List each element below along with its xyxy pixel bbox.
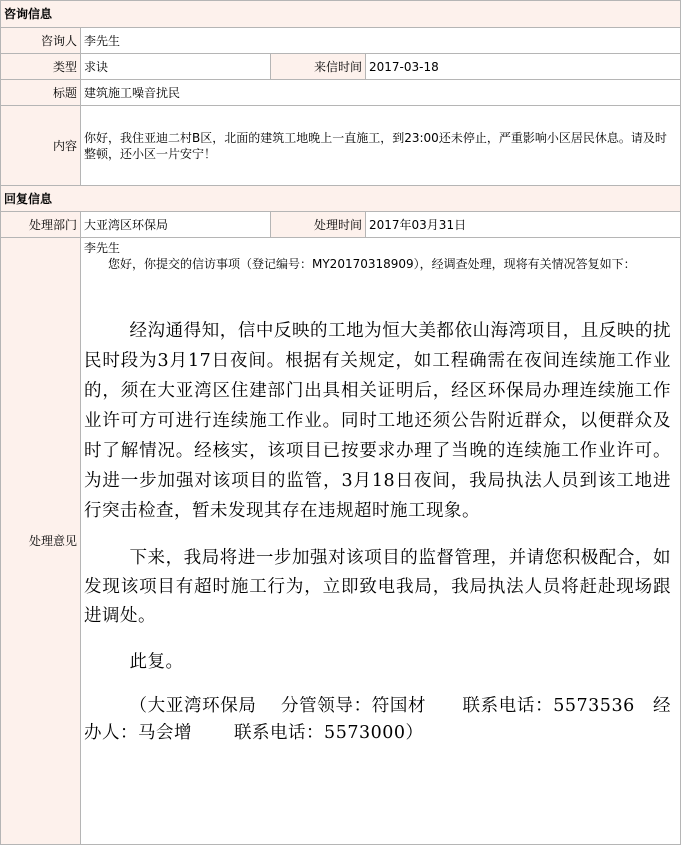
opinion-label: 处理意见 bbox=[1, 238, 81, 845]
handle-time-label: 处理时间 bbox=[271, 212, 366, 238]
inquirer-row bbox=[1, 28, 681, 54]
content-value: 你好，我住亚迪二村B区，北面的建筑工地晚上一直施工，到23:00还未停止，严重影响小区居民休息。请及时整顿，还小区一片安宁！ bbox=[81, 106, 681, 186]
content-row bbox=[1, 106, 681, 186]
reply-section-header-row bbox=[1, 186, 681, 212]
department-value: 大亚湾区环保局 bbox=[81, 212, 271, 238]
consult-section-title: 咨询信息 bbox=[1, 1, 681, 28]
content-label: 内容 bbox=[1, 106, 81, 186]
department-row bbox=[1, 212, 681, 238]
opinion-row bbox=[1, 238, 681, 845]
inquirer-label: 咨询人 bbox=[1, 28, 81, 54]
type-value: 求诀 bbox=[81, 54, 271, 80]
type-row bbox=[1, 54, 681, 80]
opinion-closing: 此复。 bbox=[129, 652, 184, 672]
opinion-paragraph-2: 下来，我局将进一步加强对该项目的监督管理，并请您积极配合，如发现该项目有超时施工行为，立即致电我局，我局执法人员将赶赴现场跟进调处。 bbox=[84, 548, 672, 626]
opinion-intro: 您好，你提交的信访事项（登记编号：MY20170318909），经调查处理，现将有关情况答复如下： bbox=[108, 257, 636, 271]
opinion-signature: （大亚湾环保局 分管领导：符国材 联系电话：5573536 经办人：马会增 联系电话：5573000） bbox=[84, 696, 672, 743]
title-label: 标题 bbox=[1, 80, 81, 106]
inquirer-value: 李先生 bbox=[81, 28, 681, 54]
opinion-value bbox=[81, 238, 681, 845]
title-row bbox=[1, 80, 681, 106]
handle-time-value: 2017年03月31日 bbox=[366, 212, 681, 238]
letter-time-value: 2017-03-18 bbox=[366, 54, 681, 80]
consult-section-header-row bbox=[1, 1, 681, 28]
type-label: 类型 bbox=[1, 54, 81, 80]
opinion-paragraph-1: 经沟通得知，信中反映的工地为恒大美都依山海湾项目，且反映的扰民时段为3月17日夜间。根据有关规定，如工程确需在夜间连续施工作业的，须在大亚湾区住建部门出具相关证明后，经区环保局办理连续施工作业许可方可进行连续施工作业。同时工地还须公告附近群众，以便群众及时了解情况。经核实，该项目已按要求办理了当晚的连续施工作业许可。为进一步加强对该项目的监管，3月18日夜间，我局执法人员到该工地进行突击检查，暂未发现其存在违规超时施工现象。 bbox=[84, 321, 672, 521]
opinion-salutation: 李先生 bbox=[84, 241, 121, 255]
title-value: 建筑施工噪音扰民 bbox=[81, 80, 681, 106]
department-label: 处理部门 bbox=[1, 212, 81, 238]
letter-time-label: 来信时间 bbox=[271, 54, 366, 80]
reply-section-title: 回复信息 bbox=[1, 186, 681, 212]
